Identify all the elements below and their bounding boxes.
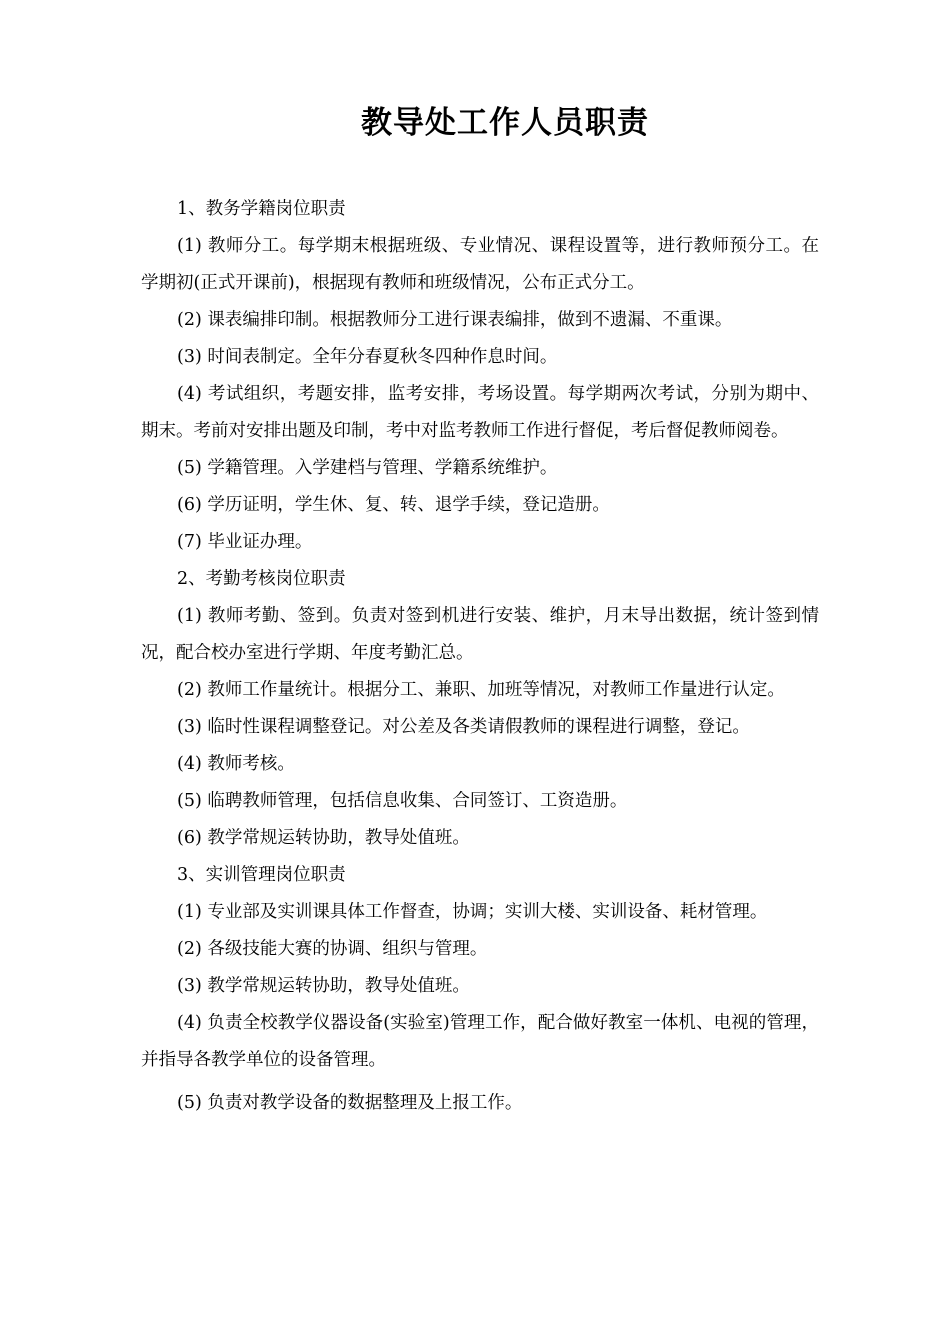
paragraph: (1) 专业部及实训课具体工作督查，协调；实训大楼、实训设备、耗材管理。	[177, 902, 768, 922]
paragraph: (3) 教学常规运转协助，教导处值班。	[177, 976, 470, 996]
paragraph: (3) 临时性课程调整登记。对公差及各类请假教师的课程进行调整，登记。	[177, 717, 750, 737]
paragraph: (6) 教学常规运转协助，教导处值班。	[177, 828, 470, 848]
section-heading-2: 2、考勤考核岗位职责	[177, 569, 346, 589]
document-body	[141, 191, 819, 1122]
paragraph: (4) 教师考核。	[177, 754, 295, 774]
paragraph: (3) 时间表制定。全年分春夏秋冬四种作息时间。	[177, 347, 558, 367]
section-heading-1: 1、教务学籍岗位职责	[177, 199, 346, 219]
paragraph: (6) 学历证明，学生休、复、转、退学手续，登记造册。	[177, 495, 610, 515]
document-title: 教导处工作人员职责	[361, 105, 649, 141]
paragraph: (4) 负责全校教学仪器设备(实验室)管理工作，配合做好教室一体机、电视的管理，并指导各教学单位的设备管理。	[141, 1013, 819, 1070]
paragraph: (2) 教师工作量统计。根据分工、兼职、加班等情况，对教师工作量进行认定。	[177, 680, 785, 700]
paragraph: (2) 课表编排印制。根据教师分工进行课表编排，做到不遗漏、不重课。	[177, 310, 733, 330]
section-heading-3: 3、实训管理岗位职责	[177, 865, 346, 885]
paragraph: (4) 考试组织，考题安排，监考安排，考场设置。每学期两次考试，分别为期中、期末。考前对安排出题及印制，考中对监考教师工作进行督促，考后督促教师阅卷。	[141, 384, 819, 441]
paragraph: (2) 各级技能大赛的协调、组织与管理。	[177, 939, 488, 959]
paragraph: (1) 教师分工。每学期末根据班级、专业情况、课程设置等，进行教师预分工。在学期初(正式开课前)，根据现有教师和班级情况，公布正式分工。	[141, 236, 819, 293]
paragraph: (5) 临聘教师管理，包括信息收集、合同签订、工资造册。	[177, 791, 628, 811]
paragraph: (1) 教师考勤、签到。负责对签到机进行安装、维护，月末导出数据，统计签到情况，配合校办室进行学期、年度考勤汇总。	[141, 606, 819, 663]
paragraph: (5) 负责对教学设备的数据整理及上报工作。	[177, 1093, 523, 1113]
paragraph: (5) 学籍管理。入学建档与管理、学籍系统维护。	[177, 458, 558, 478]
paragraph: (7) 毕业证办理。	[177, 532, 313, 552]
